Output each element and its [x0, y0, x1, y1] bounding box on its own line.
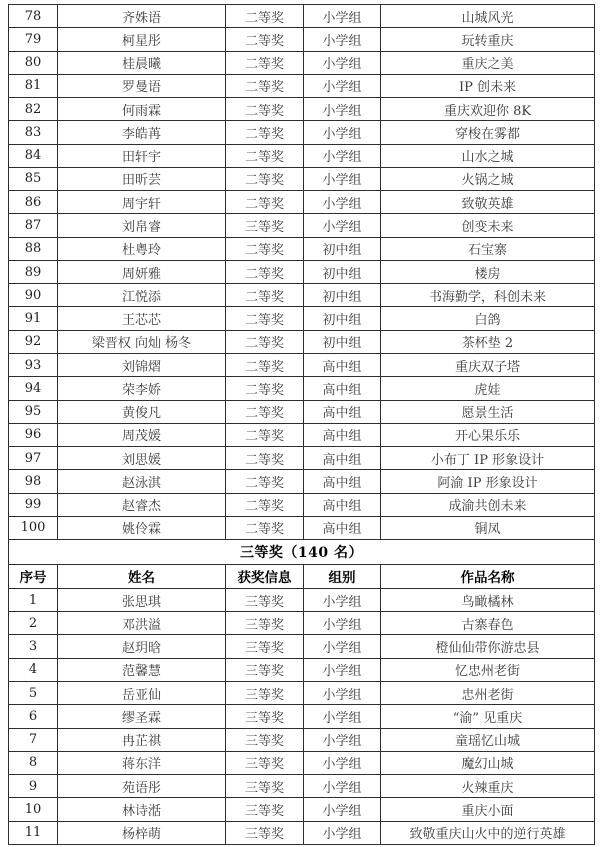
cell-group: 初中组: [304, 307, 381, 330]
table-row: [9, 5, 595, 28]
cell-name: 周茂媛: [58, 423, 226, 446]
cell-group: 高中组: [304, 447, 381, 470]
table-body: [9, 5, 595, 845]
cell-award: 三等奖: [226, 588, 304, 611]
cell-group: 小学组: [304, 5, 381, 28]
cell-group: 高中组: [304, 516, 381, 539]
cell-award: 二等奖: [226, 260, 304, 283]
cell-index: 90: [9, 284, 58, 307]
table-row: [9, 214, 595, 237]
cell-name: 杜粤玲: [58, 237, 226, 260]
table-row: [9, 353, 595, 376]
cell-award: 二等奖: [226, 167, 304, 190]
cell-index: 6: [9, 705, 58, 728]
cell-group: 小学组: [304, 612, 381, 635]
cell-work: 书海勤学，科创未来: [381, 284, 595, 307]
cell-name: 柯星彤: [58, 28, 226, 51]
cell-name: 赵泳淇: [58, 470, 226, 493]
table-row: [9, 612, 595, 635]
cell-award: 三等奖: [226, 705, 304, 728]
cell-award: 三等奖: [226, 214, 304, 237]
cell-index: 78: [9, 5, 58, 28]
cell-award: 三等奖: [226, 798, 304, 821]
cell-name: 范馨慧: [58, 658, 226, 681]
cell-work: 火锅之城: [381, 167, 595, 190]
cell-work: 重庆之美: [381, 51, 595, 74]
cell-award: 三等奖: [226, 775, 304, 798]
table-row: [9, 516, 595, 539]
cell-work: IP 创未来: [381, 74, 595, 97]
cell-index: 9: [9, 775, 58, 798]
cell-award: 二等奖: [226, 400, 304, 423]
section-header-row: [9, 540, 595, 564]
cell-name: 李皓苒: [58, 121, 226, 144]
cell-index: 95: [9, 400, 58, 423]
cell-work: 重庆欢迎你 8K: [381, 98, 595, 121]
cell-group: 高中组: [304, 470, 381, 493]
cell-index: 79: [9, 28, 58, 51]
cell-work: 重庆双子塔: [381, 353, 595, 376]
column-header-index: 序号: [9, 564, 58, 588]
cell-name: 邓洪溢: [58, 612, 226, 635]
cell-award: 三等奖: [226, 635, 304, 658]
table-row: [9, 400, 595, 423]
cell-group: 小学组: [304, 682, 381, 705]
table-row: [9, 470, 595, 493]
cell-name: 江悦添: [58, 284, 226, 307]
cell-award: 二等奖: [226, 307, 304, 330]
cell-award: 三等奖: [226, 612, 304, 635]
cell-index: 1: [9, 588, 58, 611]
cell-work: 忠州老街: [381, 682, 595, 705]
cell-name: 赵玥晗: [58, 635, 226, 658]
table-row: [9, 751, 595, 774]
table-row: [9, 330, 595, 353]
cell-name: 刘锦熠: [58, 353, 226, 376]
cell-group: 小学组: [304, 635, 381, 658]
cell-group: 小学组: [304, 821, 381, 844]
cell-award: 二等奖: [226, 423, 304, 446]
cell-award: 二等奖: [226, 447, 304, 470]
cell-index: 91: [9, 307, 58, 330]
cell-name: 周宇轩: [58, 191, 226, 214]
cell-award: 二等奖: [226, 353, 304, 376]
cell-group: 高中组: [304, 353, 381, 376]
cell-work: 楼房: [381, 260, 595, 283]
cell-name: 田轩宇: [58, 144, 226, 167]
cell-name: 张思琪: [58, 588, 226, 611]
cell-index: 88: [9, 237, 58, 260]
table-row: [9, 28, 595, 51]
cell-award: 二等奖: [226, 74, 304, 97]
cell-work: 创变未来: [381, 214, 595, 237]
table-row: [9, 260, 595, 283]
cell-work: 茶杯垫 2: [381, 330, 595, 353]
cell-name: 黄俊凡: [58, 400, 226, 423]
cell-award: 二等奖: [226, 470, 304, 493]
cell-name: 田昕芸: [58, 167, 226, 190]
cell-index: 97: [9, 447, 58, 470]
cell-name: 冉芷祺: [58, 728, 226, 751]
cell-index: 83: [9, 121, 58, 144]
column-header-row: [9, 564, 595, 588]
cell-award: 二等奖: [226, 330, 304, 353]
cell-award: 三等奖: [226, 751, 304, 774]
table-row: [9, 447, 595, 470]
cell-index: 8: [9, 751, 58, 774]
cell-award: 二等奖: [226, 121, 304, 144]
column-header-work: 作品名称: [381, 564, 595, 588]
cell-work: 成渝共创未来: [381, 493, 595, 516]
cell-award: 二等奖: [226, 5, 304, 28]
table-row: [9, 74, 595, 97]
cell-work: 致敬英雄: [381, 191, 595, 214]
column-header-award: 获奖信息: [226, 564, 304, 588]
cell-group: 高中组: [304, 400, 381, 423]
cell-group: 初中组: [304, 330, 381, 353]
cell-group: 初中组: [304, 260, 381, 283]
cell-group: 小学组: [304, 121, 381, 144]
cell-name: 姚伶霖: [58, 516, 226, 539]
cell-award: 二等奖: [226, 516, 304, 539]
cell-work: 玩转重庆: [381, 28, 595, 51]
cell-group: 高中组: [304, 377, 381, 400]
table-row: [9, 377, 595, 400]
cell-group: 高中组: [304, 423, 381, 446]
cell-work: 铜凤: [381, 516, 595, 539]
table-row: [9, 705, 595, 728]
table-row: [9, 635, 595, 658]
table-row: [9, 728, 595, 751]
cell-index: 11: [9, 821, 58, 844]
cell-work: 山水之城: [381, 144, 595, 167]
cell-name: 刘思媛: [58, 447, 226, 470]
cell-group: 小学组: [304, 167, 381, 190]
cell-index: 89: [9, 260, 58, 283]
table-row: [9, 51, 595, 74]
cell-work: 忆忠州老街: [381, 658, 595, 681]
cell-name: 何雨霖: [58, 98, 226, 121]
cell-index: 5: [9, 682, 58, 705]
cell-work: 重庆小面: [381, 798, 595, 821]
cell-work: 小布丁 IP 形象设计: [381, 447, 595, 470]
cell-group: 小学组: [304, 775, 381, 798]
cell-name: 梁晋权 向灿 杨冬: [58, 330, 226, 353]
cell-index: 98: [9, 470, 58, 493]
table-row: [9, 682, 595, 705]
award-winners-table: [8, 4, 595, 845]
cell-work: 致敬重庆山火中的逆行英雄: [381, 821, 595, 844]
table-row: [9, 121, 595, 144]
table-row: [9, 144, 595, 167]
cell-name: 荣李娇: [58, 377, 226, 400]
table-row: [9, 775, 595, 798]
cell-index: 81: [9, 74, 58, 97]
cell-award: 二等奖: [226, 51, 304, 74]
cell-award: 三等奖: [226, 682, 304, 705]
cell-name: 刘帛睿: [58, 214, 226, 237]
table-row: [9, 237, 595, 260]
cell-index: 85: [9, 167, 58, 190]
cell-index: 86: [9, 191, 58, 214]
cell-group: 小学组: [304, 74, 381, 97]
cell-group: 小学组: [304, 588, 381, 611]
cell-work: “渝” 见重庆: [381, 705, 595, 728]
cell-group: 小学组: [304, 705, 381, 728]
table-row: [9, 167, 595, 190]
cell-award: 二等奖: [226, 284, 304, 307]
cell-name: 缪圣霖: [58, 705, 226, 728]
table-row: [9, 98, 595, 121]
cell-group: 小学组: [304, 28, 381, 51]
cell-group: 小学组: [304, 51, 381, 74]
cell-index: 3: [9, 635, 58, 658]
column-header-group: 组别: [304, 564, 381, 588]
cell-name: 杨梓萌: [58, 821, 226, 844]
cell-award: 二等奖: [226, 144, 304, 167]
cell-award: 三等奖: [226, 821, 304, 844]
cell-work: 童瑶忆山城: [381, 728, 595, 751]
cell-group: 小学组: [304, 658, 381, 681]
table-row: [9, 284, 595, 307]
cell-work: 鸟瞰橘林: [381, 588, 595, 611]
cell-group: 初中组: [304, 284, 381, 307]
table-row: [9, 423, 595, 446]
cell-index: 10: [9, 798, 58, 821]
cell-award: 二等奖: [226, 377, 304, 400]
cell-work: 愿景生活: [381, 400, 595, 423]
cell-award: 二等奖: [226, 237, 304, 260]
cell-group: 小学组: [304, 191, 381, 214]
cell-award: 二等奖: [226, 98, 304, 121]
table-row: [9, 588, 595, 611]
table-row: [9, 493, 595, 516]
cell-work: 开心果乐乐: [381, 423, 595, 446]
cell-index: 99: [9, 493, 58, 516]
cell-group: 小学组: [304, 728, 381, 751]
cell-award: 三等奖: [226, 728, 304, 751]
cell-index: 82: [9, 98, 58, 121]
cell-award: 二等奖: [226, 493, 304, 516]
cell-work: 火辣重庆: [381, 775, 595, 798]
cell-index: 84: [9, 144, 58, 167]
table-row: [9, 191, 595, 214]
cell-index: 93: [9, 353, 58, 376]
cell-index: 96: [9, 423, 58, 446]
cell-group: 初中组: [304, 237, 381, 260]
cell-index: 92: [9, 330, 58, 353]
cell-name: 蒋东洋: [58, 751, 226, 774]
cell-group: 小学组: [304, 798, 381, 821]
table-row: [9, 821, 595, 844]
cell-work: 古寨春色: [381, 612, 595, 635]
cell-name: 赵睿杰: [58, 493, 226, 516]
table-row: [9, 798, 595, 821]
cell-index: 100: [9, 516, 58, 539]
cell-work: 山城风光: [381, 5, 595, 28]
cell-award: 三等奖: [226, 658, 304, 681]
cell-index: 7: [9, 728, 58, 751]
cell-name: 岳亚仙: [58, 682, 226, 705]
cell-group: 小学组: [304, 751, 381, 774]
cell-name: 林诗湉: [58, 798, 226, 821]
cell-index: 2: [9, 612, 58, 635]
cell-name: 苑语彤: [58, 775, 226, 798]
cell-index: 80: [9, 51, 58, 74]
cell-work: 石宝寨: [381, 237, 595, 260]
cell-name: 王芯芯: [58, 307, 226, 330]
column-header-name: 姓名: [58, 564, 226, 588]
table-row: [9, 658, 595, 681]
cell-name: 周妍雅: [58, 260, 226, 283]
cell-work: 阿渝 IP 形象设计: [381, 470, 595, 493]
section-title: 三等奖（140 名）: [9, 540, 595, 564]
cell-index: 94: [9, 377, 58, 400]
cell-group: 小学组: [304, 98, 381, 121]
cell-name: 齐姝语: [58, 5, 226, 28]
cell-group: 小学组: [304, 144, 381, 167]
cell-work: 虎娃: [381, 377, 595, 400]
cell-name: 桂晨曦: [58, 51, 226, 74]
cell-award: 二等奖: [226, 191, 304, 214]
cell-work: 魔幻山城: [381, 751, 595, 774]
cell-group: 高中组: [304, 493, 381, 516]
cell-award: 二等奖: [226, 28, 304, 51]
cell-index: 87: [9, 214, 58, 237]
cell-work: 穿梭在雾都: [381, 121, 595, 144]
cell-index: 4: [9, 658, 58, 681]
cell-name: 罗曼语: [58, 74, 226, 97]
cell-group: 小学组: [304, 214, 381, 237]
cell-work: 橙仙仙带你游忠县: [381, 635, 595, 658]
cell-work: 白鸽: [381, 307, 595, 330]
table-row: [9, 307, 595, 330]
